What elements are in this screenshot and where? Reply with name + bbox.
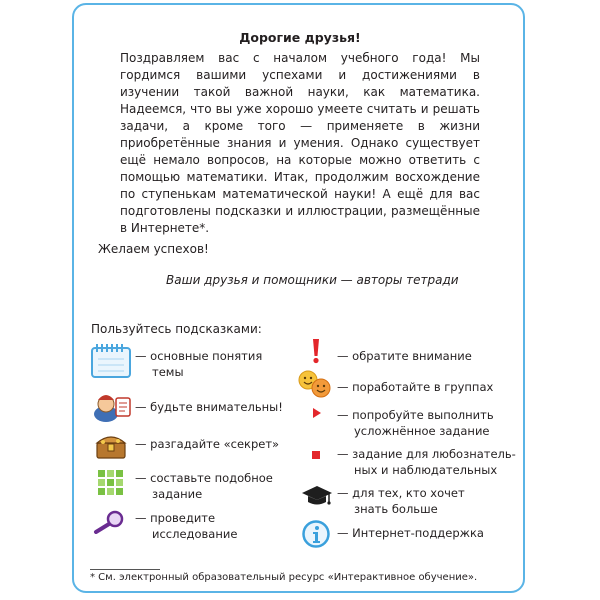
legend-item-know-more — [337, 485, 465, 517]
attention-character-icon — [92, 390, 134, 424]
puzzle-pieces-icon — [96, 468, 126, 498]
red-triangle-icon — [312, 407, 322, 419]
legend-text: — основные понятия — [135, 349, 263, 363]
info-icon — [302, 520, 330, 548]
legend-text: исследование — [152, 527, 238, 541]
legend-text: темы — [152, 365, 184, 379]
letter-signature: Ваши друзья и помощники — авторы тетради — [166, 273, 459, 287]
legend-text: — поработайте в группах — [337, 380, 494, 394]
graduation-cap-icon — [301, 484, 333, 508]
red-square-icon — [311, 450, 321, 460]
legend-item-group-work — [337, 379, 493, 395]
legend-text: — составьте подобное — [135, 471, 273, 485]
legend-item-be-attentive — [135, 399, 283, 415]
legend-item-similar-task — [135, 470, 273, 502]
footnote: * См. электронный образовательный ресурс «Интерактивное обучение». — [90, 572, 478, 583]
smileys-icon — [297, 369, 333, 399]
legend-text: усложнённое задание — [354, 424, 490, 438]
letter-paragraph: Поздравляем вас с началом учебного года! Мы гордимся вашими успехами и достижениями в изучении такой важной науки, как математика. Надеемся, что вы уже хорошо умеете считать и решать задачи, а кроме того — применяете в жизни приобретённые знания и умения. Однако существует ещё немало вопросов, на которые можно ответить с помощью математики. Итак, продолжим восхождение по ступенькам математической науки! А ещё для вас подготовлены подсказки и иллюстрации, размещённые в Интернете*. — [120, 51, 480, 235]
legend-text: — будьте внимательны! — [135, 400, 283, 414]
legend-item-research — [135, 510, 237, 542]
footnote-divider — [90, 569, 160, 570]
legend-heading: Пользуйтесь подсказками: — [91, 322, 262, 336]
legend-item-basic-concepts — [135, 348, 262, 380]
legend-text: — Интернет-поддержка — [337, 526, 484, 540]
legend-item-advanced-task — [337, 407, 494, 439]
magnifier-icon — [92, 510, 126, 534]
legend-text: ных и наблюдательных — [354, 463, 498, 477]
letter-body — [120, 50, 480, 237]
legend-text: — разгадайте «секрет» — [135, 437, 280, 451]
legend-text: — задание для любознатель- — [337, 447, 516, 461]
legend-text: — проведите — [135, 511, 216, 525]
notebook-icon — [90, 343, 132, 379]
legend-item-internet-support — [337, 525, 484, 541]
legend-item-curious-task — [337, 446, 516, 478]
letter-title: Дорогие друзья! — [239, 30, 361, 45]
legend-text: задание — [152, 487, 203, 501]
legend-item-pay-attention — [337, 348, 472, 364]
legend-text: — для тех, кто хочет — [337, 486, 465, 500]
treasure-chest-icon — [95, 432, 127, 460]
legend-text: — попробуйте выполнить — [337, 408, 494, 422]
legend-item-secret — [135, 436, 279, 452]
letter-wish: Желаем успехов! — [98, 242, 209, 256]
legend-text: — обратите внимание — [337, 349, 472, 363]
exclamation-icon — [310, 338, 322, 364]
legend-text: знать больше — [354, 502, 438, 516]
